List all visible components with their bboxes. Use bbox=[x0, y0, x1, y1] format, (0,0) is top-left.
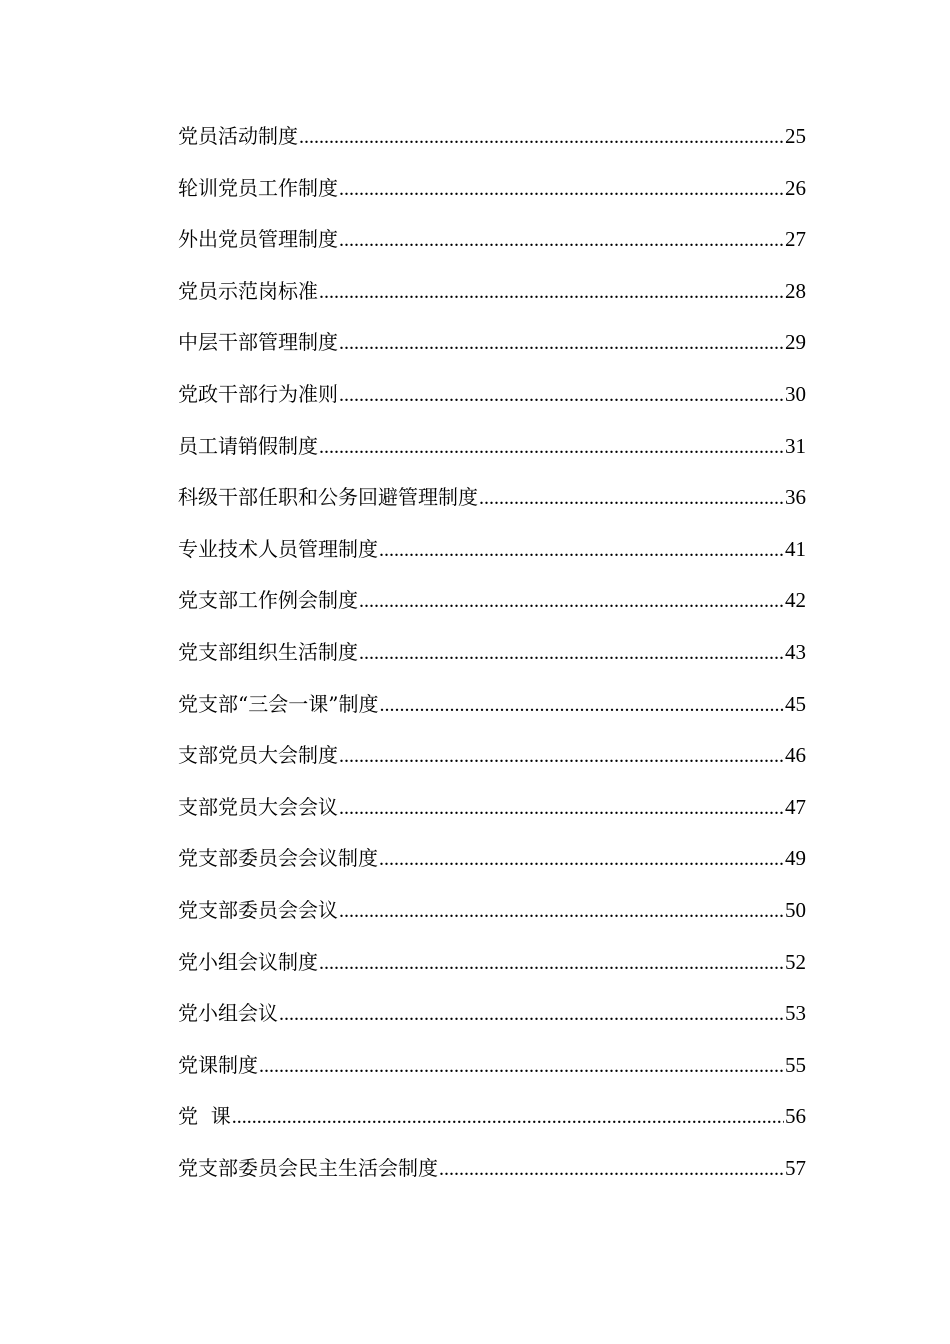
toc-entry[interactable] bbox=[178, 1097, 806, 1149]
toc-leader-dots bbox=[319, 944, 784, 982]
toc-entry[interactable] bbox=[178, 478, 806, 530]
toc-leader-dots bbox=[359, 634, 784, 672]
toc-entry-page: 57 bbox=[785, 1155, 806, 1180]
toc-entry-title: 支部党员大会会议 bbox=[178, 794, 338, 819]
toc-entry-title: 员工请销假制度 bbox=[178, 433, 318, 458]
toc-entry-title: 党支部委员会会议制度 bbox=[178, 846, 378, 871]
toc-entry-title: 科级干部任职和公务回避管理制度 bbox=[178, 485, 478, 510]
toc-entry[interactable] bbox=[178, 943, 806, 995]
toc-leader-dots bbox=[339, 892, 784, 930]
toc-entry-title: 党课制度 bbox=[178, 1052, 258, 1077]
toc-entry-page: 47 bbox=[785, 794, 806, 819]
toc-leader-dots bbox=[479, 479, 784, 517]
toc-leader-dots bbox=[259, 1047, 784, 1085]
toc-entry[interactable] bbox=[178, 323, 806, 375]
toc-leader-dots bbox=[379, 531, 784, 569]
toc-entry-title: 党员活动制度 bbox=[178, 124, 298, 148]
toc-leader-dots bbox=[339, 221, 784, 259]
toc-entry-page: 42 bbox=[785, 588, 806, 613]
toc-leader-dots bbox=[319, 273, 784, 311]
toc-entry[interactable] bbox=[178, 839, 806, 891]
toc-entry-page: 41 bbox=[785, 536, 806, 561]
toc-entry-page: 55 bbox=[785, 1052, 806, 1077]
toc-entry[interactable] bbox=[178, 169, 806, 221]
toc-entry[interactable] bbox=[178, 581, 806, 633]
toc-entry-title: 轮训党员工作制度 bbox=[178, 175, 338, 200]
toc-entry[interactable] bbox=[178, 994, 806, 1046]
toc-entry-page: 26 bbox=[785, 175, 806, 200]
toc-entry-page: 27 bbox=[785, 227, 806, 252]
toc-entry-page: 49 bbox=[785, 846, 806, 871]
toc-entry-page: 52 bbox=[785, 949, 806, 974]
toc-entry-page: 28 bbox=[785, 278, 806, 303]
toc-entry[interactable] bbox=[178, 685, 806, 737]
toc-entry-page: 46 bbox=[785, 743, 806, 768]
toc-entry-page: 30 bbox=[785, 381, 806, 406]
toc-leader-dots bbox=[359, 582, 784, 620]
toc-entry-page: 45 bbox=[785, 691, 806, 716]
toc-entry-title: 党 课 bbox=[178, 1104, 231, 1129]
toc-leader-dots bbox=[232, 1098, 784, 1136]
toc-entry-page: 43 bbox=[785, 639, 806, 664]
toc-entry-page: 53 bbox=[785, 1001, 806, 1026]
toc-entry[interactable] bbox=[178, 530, 806, 582]
toc-entry[interactable] bbox=[178, 427, 806, 479]
toc-entry[interactable] bbox=[178, 1046, 806, 1098]
toc-entry-page: 29 bbox=[785, 330, 806, 355]
toc-leader-dots bbox=[279, 995, 784, 1033]
toc-entry[interactable] bbox=[178, 891, 806, 943]
toc-entry-title: 党支部“三会一课”制度 bbox=[178, 691, 379, 716]
toc-leader-dots bbox=[339, 324, 784, 362]
toc-entry-title: 党支部委员会会议 bbox=[178, 897, 338, 922]
toc-entry[interactable] bbox=[178, 117, 806, 169]
toc-entry-page: 25 bbox=[785, 124, 806, 148]
toc-entry-page: 56 bbox=[785, 1104, 806, 1129]
toc-entry-title: 党员示范岗标准 bbox=[178, 278, 318, 303]
toc-entry-title: 党支部组织生活制度 bbox=[178, 639, 358, 664]
toc-entry-page: 50 bbox=[785, 897, 806, 922]
toc-leader-dots bbox=[299, 118, 784, 156]
toc-entry[interactable] bbox=[178, 1149, 806, 1201]
toc-leader-dots bbox=[379, 840, 784, 878]
toc-entry-title: 专业技术人员管理制度 bbox=[178, 536, 378, 561]
toc-entry-title: 党支部工作例会制度 bbox=[178, 588, 358, 613]
toc-entry[interactable] bbox=[178, 736, 806, 788]
toc-entry-title: 党小组会议 bbox=[178, 1001, 278, 1026]
toc-entry-title: 党支部委员会民主生活会制度 bbox=[178, 1155, 438, 1180]
toc-entry[interactable] bbox=[178, 272, 806, 324]
table-of-contents bbox=[178, 117, 806, 1200]
toc-leader-dots bbox=[339, 737, 784, 775]
toc-entry-title: 党小组会议制度 bbox=[178, 949, 318, 974]
toc-leader-dots bbox=[379, 686, 784, 724]
toc-entry-page: 36 bbox=[785, 485, 806, 510]
toc-entry-title: 党政干部行为准则 bbox=[178, 381, 338, 406]
toc-leader-dots bbox=[439, 1150, 784, 1188]
toc-leader-dots bbox=[339, 376, 784, 414]
toc-entry[interactable] bbox=[178, 788, 806, 840]
toc-entry[interactable] bbox=[178, 220, 806, 272]
toc-entry-page: 31 bbox=[785, 433, 806, 458]
toc-leader-dots bbox=[339, 170, 784, 208]
toc-leader-dots bbox=[319, 428, 784, 466]
toc-entry-title: 支部党员大会制度 bbox=[178, 743, 338, 768]
toc-entry-title: 外出党员管理制度 bbox=[178, 227, 338, 252]
toc-entry[interactable] bbox=[178, 375, 806, 427]
toc-entry-title: 中层干部管理制度 bbox=[178, 330, 338, 355]
toc-entry[interactable] bbox=[178, 633, 806, 685]
toc-leader-dots bbox=[339, 789, 784, 827]
